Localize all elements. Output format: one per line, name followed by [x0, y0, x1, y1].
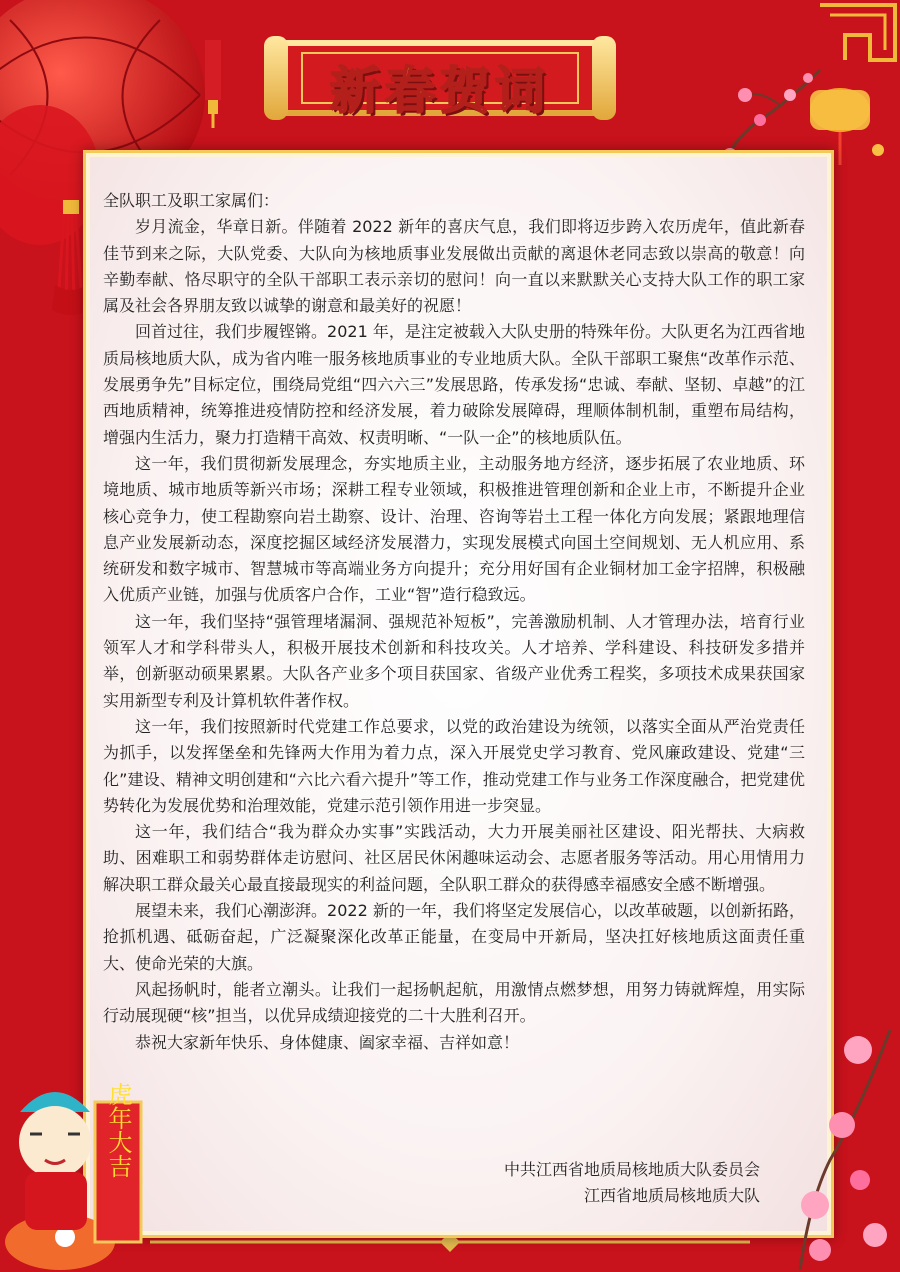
paragraph: 岁月流金，华章日新。伴随着 2022 新年的喜庆气息，我们即将迈步跨入农历虎年，值此新春佳节到来之际，大队党委、大队向为核地质事业发展做出贡献的离退休老同志致以崇高的敬意！向辛勤奉献、恪尽职守的全队干部职工表示亲切的慰问！向一直以来默默关心支持大队工作的职工家属及社会各界朋友致以诚挚的谢意和最美好的祝愿！ — [103, 217, 805, 316]
paragraph: 这一年，我们坚持“强管理堵漏洞、强规范补短板”，完善激励机制、人才管理办法，培育行业领军人才和学科带头人，积极开展技术创新和科技攻关。人才培养、学科建设、科技研发多措并举，创新驱动硕果累累。大队各产业多个项目获国家、省级产业优秀工程奖，多项技术成果获国家实用新型专利及计算机软件著作权。 — [103, 611, 805, 710]
paragraph: 风起扬帆时，能者立潮头。让我们一起扬帆起航，用激情点燃梦想，用努力铸就辉煌，用实际行动展现硬“核”担当，以优异成绩迎接党的二十大胜利召开。 — [103, 979, 805, 1026]
title-scroll — [262, 28, 618, 128]
paragraph: 恭祝大家新年快乐、身体健康、阖家幸福、吉祥如意！ — [135, 1032, 520, 1052]
signature-party-committee: 中共江西省地质局核地质大队委员会 — [503, 1160, 760, 1179]
paragraph: 展望未来，我们心潮澎湃。2022 新的一年，我们将坚定发展信心，以改革破题，以创新拓路，抢抓机遇、砥砺奋起，广泛凝聚深化改革正能量，在变局中开新局，坚决扛好核地质这面责任重大、使命光荣的大旗。 — [103, 901, 805, 973]
letter-body — [103, 188, 805, 1056]
paragraph: 这一年，我们按照新时代党建工作总要求，以党的政治建设为统领，以落实全面从严治党责任为抓手，以发挥堡垒和先锋两大作用为着力点，深入开展党史学习教育、党风廉政建设、党建“三化”建设、精神文明创建和“六比六看六提升”等工作，推动党建工作与业务工作深度融合，把党建优势转化为发展优势和治理效能，党建示范引领作用进一步突显。 — [103, 716, 805, 815]
page-title: 新春贺词 — [330, 61, 550, 120]
signature-organization: 江西省地质局核地质大队 — [583, 1186, 760, 1205]
signature-block — [470, 1157, 760, 1209]
paragraph: 回首过往，我们步履铿锵。2021 年，是注定被载入大队史册的特殊年份。大队更名为江西省地质局核地质大队，成为省内唯一服务核地质事业的专业地质大队。全队干部职工聚焦“改革作示范、发展勇争先”目标定位，围绕局党组“四六六三”发展思路，传承发扬“忠诚、奉献、坚韧、卓越”的江西地质精神，统筹推进疫情防控和经济发展，着力破除发展障碍，理顺体制机制，重塑布局结构，增强内生活力，聚力打造精干高效、权责明晰、“一队一企”的核地质队伍。 — [103, 322, 805, 447]
paragraph: 这一年，我们结合“我为群众办实事”实践活动，大力开展美丽社区建设、阳光帮扶、大病救助、困难职工和弱势群体走访慰问、社区居民休闲趣味运动会、志愿者服务等活动。用心用情用力解决职工群众最关心最直接最现实的利益问题，全队职工群众的获得感幸福感安全感不断增强。 — [103, 822, 805, 894]
plum-blossom-cluster-icon — [790, 1030, 900, 1270]
tiger-mascot-icon — [0, 1072, 170, 1272]
salutation: 全队职工及职工家属们： — [103, 191, 280, 210]
tiger-banner-text: 虎年大吉 — [104, 1082, 132, 1178]
paragraph: 这一年，我们贯彻新发展理念，夯实地质主业，主动服务地方经济，逐步拓展了农业地质、环境地质、城市地质等新兴市场；深耕工程专业领域，积极推进管理创新和企业上市，不断提升企业核心竞争力，使工程勘察向岩土勘察、设计、治理、咨询等岩土工程一体化方向发展；紧跟地理信息产业发展新动态，深度挖掘区域经济发展潜力，实现发展模式向国土空间规划、无人机应用、系统研发和数字城市、智慧城市等高端业务方向提升；充分用好国有企业铜材加工金字招牌，积极融入优质产业链，加强与优质客户合作，工业“智”造行稳致远。 — [103, 453, 805, 605]
